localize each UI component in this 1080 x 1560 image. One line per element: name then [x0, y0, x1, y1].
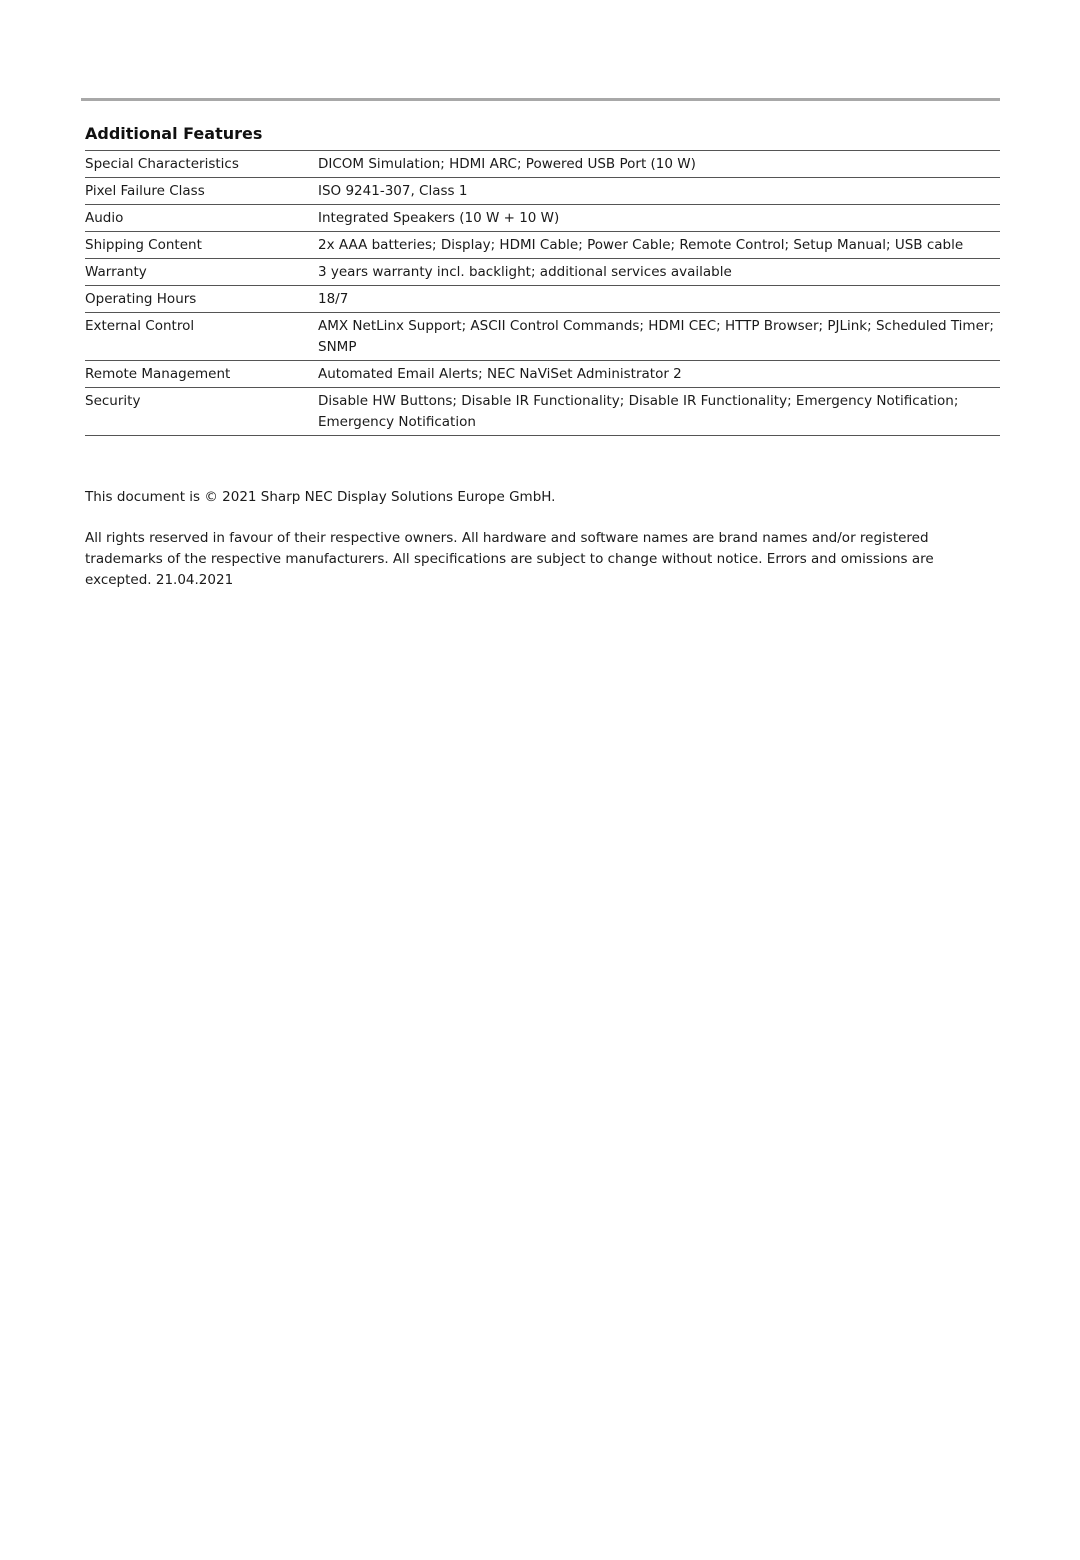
row-value: DICOM Simulation; HDMI ARC; Powered USB Port (10 W) [318, 156, 696, 172]
table-row [85, 361, 1000, 388]
features-table [85, 150, 1000, 436]
row-value: Automated Email Alerts; NEC NaViSet Administrator 2 [318, 366, 682, 382]
section-title: Additional Features [85, 124, 263, 143]
row-label: Audio [85, 210, 124, 226]
row-value: Integrated Speakers (10 W + 10 W) [318, 210, 560, 226]
table-row [85, 286, 1000, 313]
table-row [85, 205, 1000, 232]
legal-disclaimer: All rights reserved in favour of their respective owners. All hardware and software names are brand names and/or registered trademarks of the respective manufacturers. All specifications are subject to change without notice. Errors and omissions are excepted. 21.04.2021 [85, 530, 934, 588]
row-label: External Control [85, 318, 195, 334]
row-label: Shipping Content [85, 237, 202, 253]
row-value: 18/7 [318, 291, 349, 307]
copyright-notice: This document is © 2021 Sharp NEC Display Solutions Europe GmbH. [85, 489, 556, 505]
additional-features-section [85, 124, 1000, 436]
row-label: Warranty [85, 264, 147, 280]
row-value: 3 years warranty incl. backlight; additional services available [318, 264, 732, 280]
table-row [85, 151, 1000, 178]
row-value: 2x AAA batteries; Display; HDMI Cable; Power Cable; Remote Control; Setup Manual; USB cable [318, 237, 964, 253]
row-label: Special Characteristics [85, 156, 239, 172]
table-row [85, 259, 1000, 286]
table-row [85, 388, 1000, 436]
row-label: Remote Management [85, 366, 231, 382]
row-value: ISO 9241-307, Class 1 [318, 183, 468, 199]
row-value: Disable HW Buttons; Disable IR Functionality; Disable IR Functionality; Emergency Notification; Emergency Notification [318, 393, 959, 430]
table-row [85, 313, 1000, 361]
top-divider [81, 98, 1000, 101]
table-row [85, 232, 1000, 259]
row-label: Operating Hours [85, 291, 197, 307]
document-footer [85, 487, 985, 611]
row-value: AMX NetLinx Support; ASCII Control Commands; HDMI CEC; HTTP Browser; PJLink; Scheduled Timer; SNMP [318, 318, 994, 355]
row-label: Pixel Failure Class [85, 183, 205, 199]
row-label: Security [85, 393, 141, 409]
table-row [85, 178, 1000, 205]
